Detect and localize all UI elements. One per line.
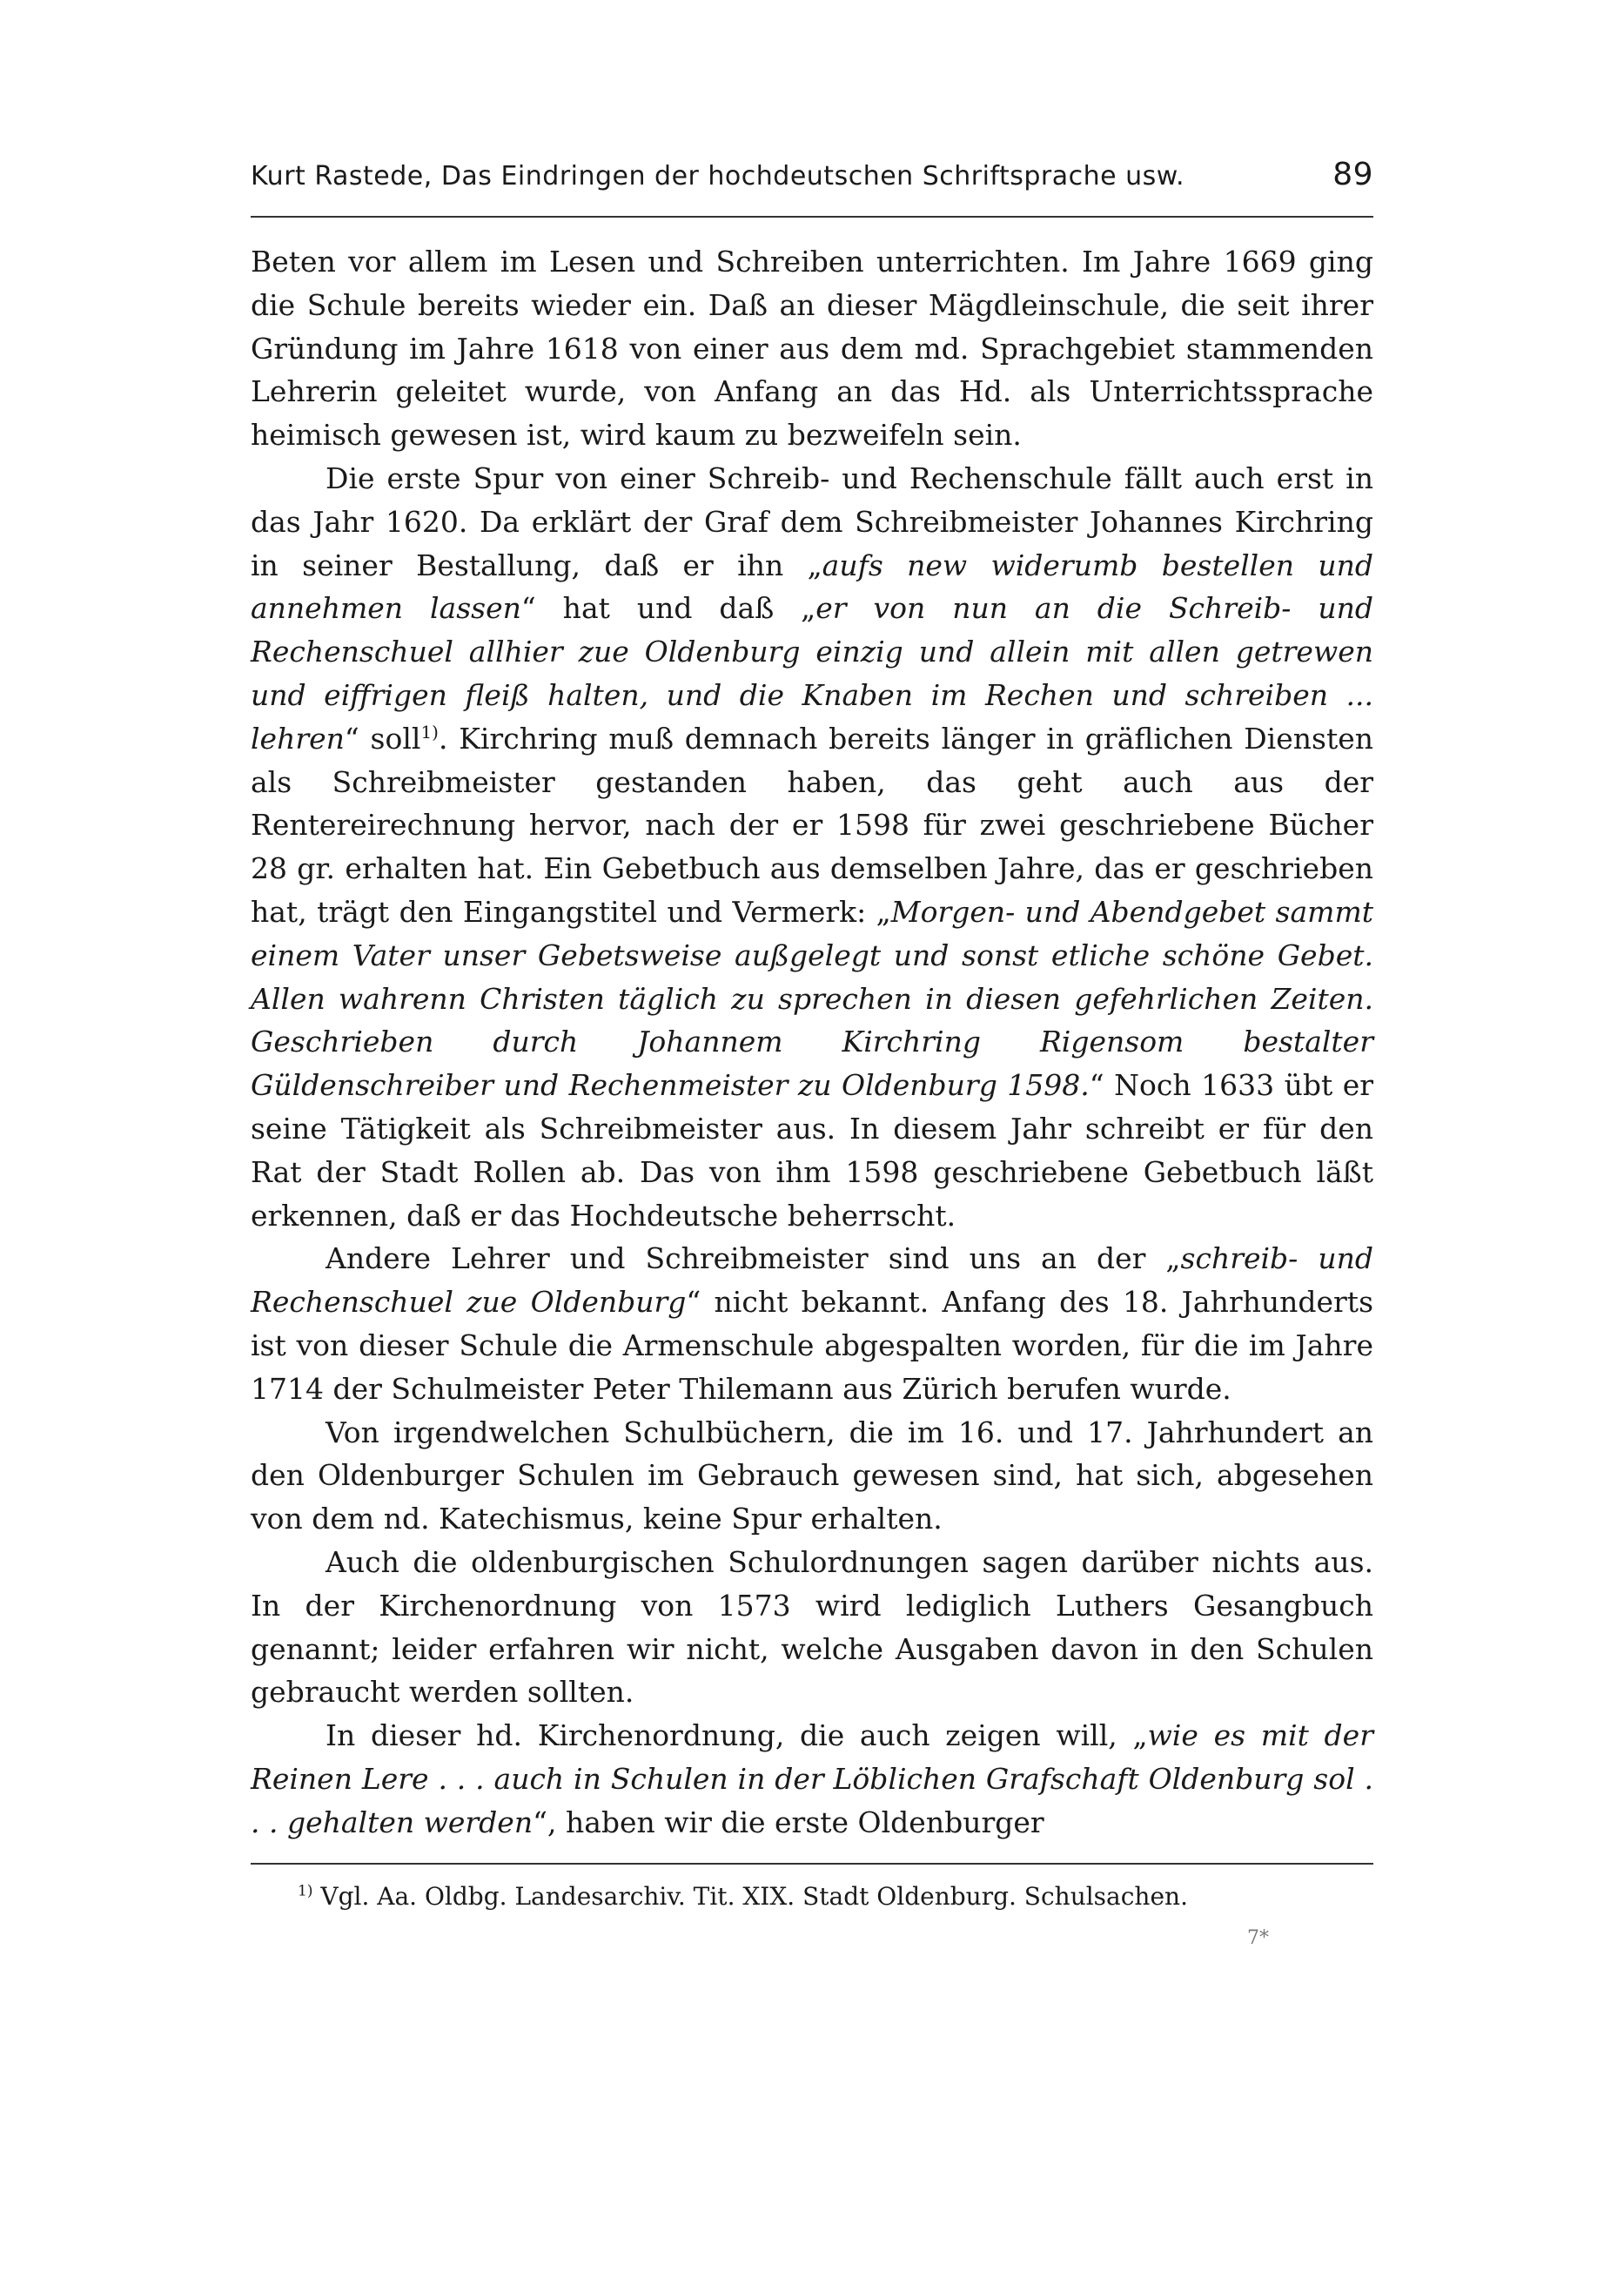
paragraph — [251, 1411, 1373, 1541]
footnote-reference: 1) — [420, 721, 439, 743]
italic-quote: Morgen- und Abendgebet sammt einem Vater unser Gebetsweise außgelegt und sonst etliche schöne Gebet. Allen wahrenn Christen täglich zu sprechen in diesen gefehrlichen Zeiten. Geschrieben durch Johannem Kirchring Rigensom bestalter Güldenschreiber und Rechenmeister zu Oldenburg 1598. — [251, 894, 1373, 1103]
text-run: Andere Lehrer und Schreibmeister sind uns an der „ — [325, 1241, 1181, 1276]
footnote-rule — [251, 1863, 1373, 1865]
text-run: Von irgendwelchen Schulbüchern, die im 16. und 17. Jahrhundert an den Oldenburger Schulen im Gebrauch gewesen sind, hat sich, abgesehen von dem nd. Katechismus, keine Spur erhalten. — [251, 1415, 1373, 1536]
text-run: “, haben wir die erste Oldenburger — [533, 1805, 1044, 1839]
running-head — [251, 157, 1373, 209]
page — [251, 157, 1373, 1949]
text-run: Beten vor allem im Lesen und Schreiben unterrichten. Im Jahre 1669 ging die Schule bereits wieder ein. Daß an dieser Mägdleinschule, die seit ihrer Gründung im Jahre 1618 von einer aus dem md. Sprachgebiet stammenden Lehrerin geleitet wurde, von Anfang an das Hd. als Unterrichtssprache heimisch gewesen ist, wird kaum zu bezweifeln sein. — [251, 245, 1373, 453]
italic-quote: schreib- und Rechenschuel zue Oldenburg — [251, 1241, 1373, 1320]
header-rule — [251, 216, 1373, 218]
footnote-mark: 1) — [298, 1883, 313, 1901]
text-run: Die erste Spur von einer Schreib- und Rechenschule fällt auch erst in das Jahr 1620. Da erklärt der Graf dem Schreibmeister Johannes Kirchring in seiner Bestallung, daß er ihn „ — [251, 460, 1373, 582]
italic-quote: er von nun an die Schreib- und Rechenschuel allhier zue Oldenburg einzig und allein mit allen getrewen und eiffrigen fleiß halten, und die Knaben im Rechen und schreiben ... lehren — [251, 591, 1374, 756]
body-text — [251, 240, 1373, 1844]
footnote — [251, 1879, 1373, 1915]
paragraph — [251, 457, 1373, 1237]
paragraph — [251, 1541, 1373, 1714]
paragraph — [251, 1237, 1373, 1410]
italic-quote: wie es mit der Reinen Lere . . . auch in Schulen in der Löblichen Grafschaft Oldenburg sol . . . gehalten werden — [251, 1718, 1373, 1839]
text-run: “ hat und daß „ — [520, 591, 816, 626]
text-run: In dieser hd. Kirchenordnung, die auch zeigen will, „ — [325, 1718, 1148, 1753]
text-run: . Kirchring muß demnach bereits länger in gräflichen Diensten als Schreibmeister gestanden haben, das geht auch aus der Rentereirechnung hervor, nach der er 1598 für zwei geschriebene Bücher 28 gr. erhalten hat. Ein Gebetbuch aus demselben Jahre, das er geschrieben hat, trägt den Eingangstitel und Vermerk: „ — [251, 721, 1373, 929]
signature-mark: 7* — [1247, 1927, 1269, 1950]
text-run: “ nicht bekannt. Anfang des 18. Jahrhunderts ist von dieser Schule die Armenschule abgespalten worden, für die im Jahre 1714 der Schulmeister Peter Thilemann aus Zürich berufen wurde. — [251, 1285, 1374, 1406]
text-run: “ Noch 1633 übt er seine Tätigkeit als Schreibmeister aus. In diesem Jahr schreibt er für den Rat der Stadt Rollen ab. Das von ihm 1598 geschriebene Gebetbuch läßt erkennen, daß er das Hochdeutsche beherrscht. — [251, 1068, 1374, 1233]
page-number: 89 — [1332, 157, 1373, 192]
paragraph — [251, 1714, 1373, 1844]
running-title: Kurt Rastede, Das Eindringen der hochdeutschen Schriftsprache usw. — [251, 161, 1185, 192]
text-run: “ soll — [344, 721, 421, 756]
italic-quote: aufs new widerumb bestellen und annehmen lassen — [251, 548, 1373, 626]
footnote-text: Vgl. Aa. Oldbg. Landesarchiv. Tit. XIX. Stadt Oldenburg. Schulsachen. — [312, 1882, 1188, 1912]
text-run: Auch die oldenburgischen Schulordnungen sagen darüber nichts aus. In der Kirchenordnung von 1573 wird lediglich Luthers Gesangbuch genannt; leider erfahren wir nicht, welche Ausgaben davon in den Schulen gebraucht werden sollten. — [251, 1544, 1373, 1710]
paragraph — [251, 240, 1373, 457]
